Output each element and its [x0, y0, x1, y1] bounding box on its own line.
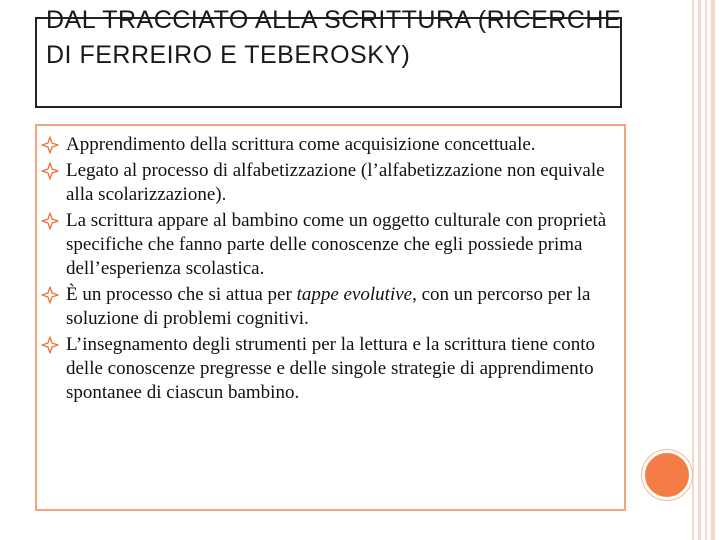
star-bullet-icon: [41, 136, 59, 154]
bullet-text: La scrittura appare al bambino come un oggetto culturale con proprietà specifiche che fanno parte delle conoscenze che egli possiede prima dell’esperienza scolastica.: [66, 210, 607, 279]
star-bullet-icon: [41, 162, 59, 180]
decorative-stripe: [705, 0, 707, 540]
star-bullet-icon: [41, 286, 59, 304]
bullet-item: [41, 333, 621, 405]
bullet-text: L’insegnamento degli strumenti per la lettura e la scrittura tiene conto delle conoscenze pregresse e delle singole strategie di apprendimento spontanee di ciascun bambino.: [66, 334, 596, 403]
bullet-text-italic: tappe evolutive: [296, 284, 413, 305]
decorative-stripe: [692, 0, 694, 540]
decorative-stripe: [711, 0, 715, 540]
bullet-text: È un processo che si attua per: [66, 284, 297, 305]
bullet-text: Legato al processo di alfabetizzazione (l’alfabetizzazione non equivale alla scolarizzazione).: [66, 160, 605, 205]
star-bullet-icon: [41, 212, 59, 230]
content-box: [35, 124, 626, 511]
bullet-text: Apprendimento della scrittura come acquisizione concettuale.: [66, 134, 536, 155]
title-box: [35, 6, 622, 108]
bullet-list: [41, 133, 621, 407]
bullet-item: [41, 133, 621, 157]
bullet-item: [41, 159, 621, 207]
bullet-item: [41, 283, 621, 331]
star-bullet-icon: [41, 336, 59, 354]
bullet-item: [41, 209, 621, 281]
slide-title: DAL TRACCIATO ALLA SCRITTURA (RICERCHE DI FERREIRO E TEBEROSKY): [46, 6, 622, 69]
decorative-stripe: [698, 0, 701, 540]
orange-circle-icon: [642, 450, 692, 500]
bullet-text: , con un percorso per la soluzione di problemi cognitivi.: [66, 284, 591, 329]
